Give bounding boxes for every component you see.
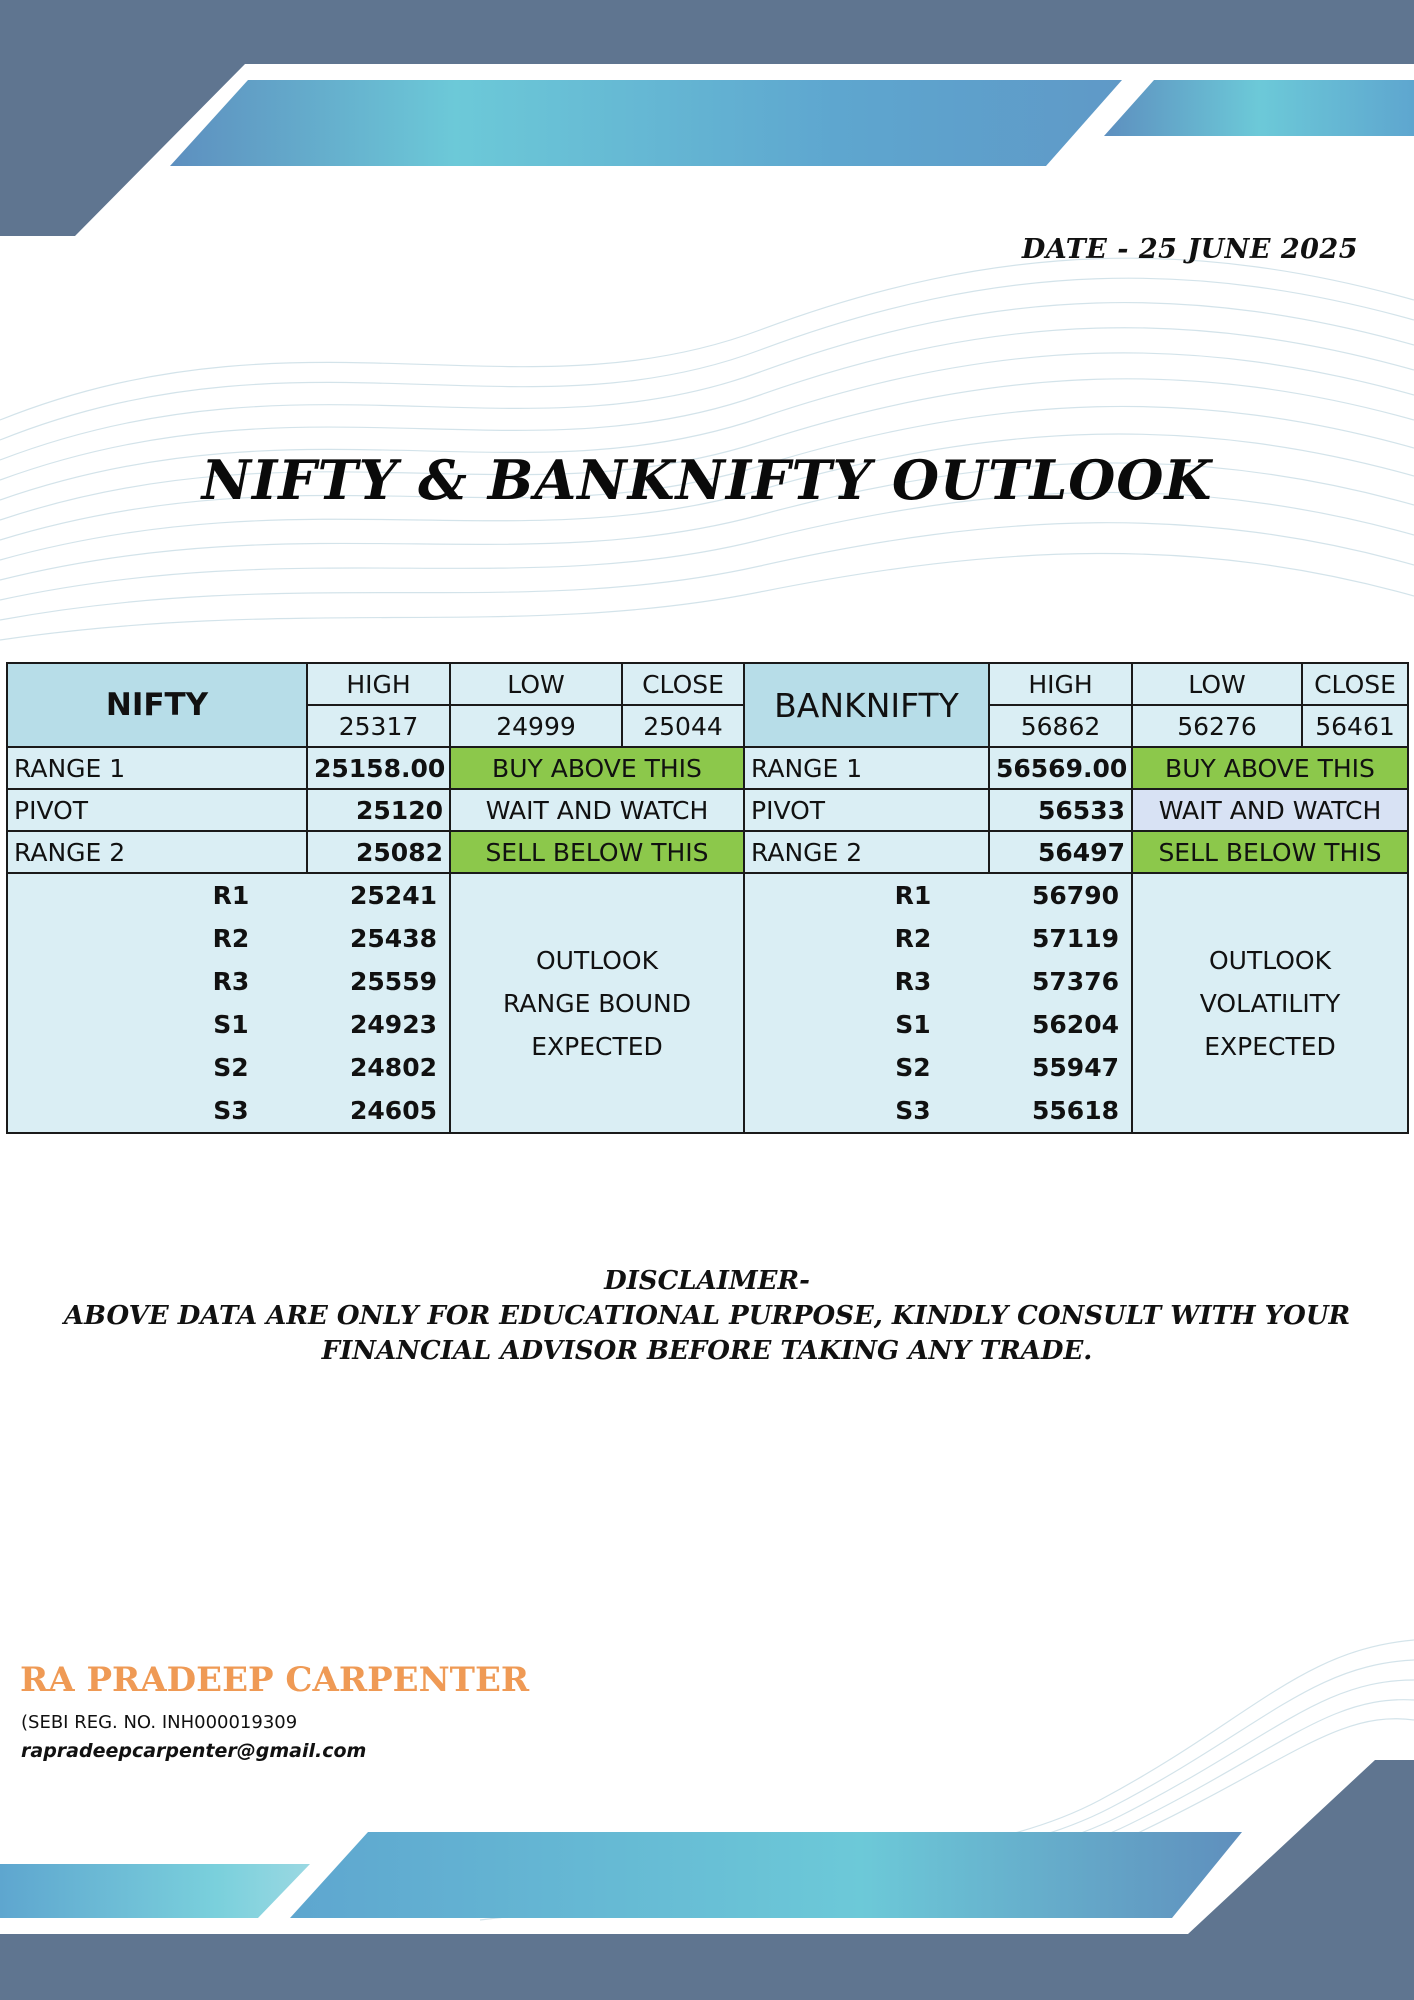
level-name: S2	[895, 1053, 931, 1082]
level-value: 25559	[350, 967, 437, 996]
analyst-name: RA PRADEEP CARPENTER	[20, 1660, 530, 1700]
banknifty-level-r3	[751, 960, 1125, 1003]
nifty-outlook-line: EXPECTED	[531, 1031, 663, 1061]
banknifty-close-header: CLOSE	[1302, 663, 1408, 705]
banknifty-close-value: 56461	[1302, 705, 1408, 747]
banknifty-level-s3	[751, 1089, 1125, 1132]
banknifty-outlook-line: EXPECTED	[1204, 1031, 1336, 1061]
banknifty-level-s2	[751, 1046, 1125, 1089]
nifty-name-cell: NIFTY	[7, 663, 307, 747]
table-row-range1	[7, 747, 1408, 789]
nifty-outlook-block	[450, 873, 744, 1133]
banknifty-level-s1	[751, 1003, 1125, 1046]
nifty-low-value: 24999	[450, 705, 622, 747]
banknifty-pivot-signal: WAIT AND WATCH	[1132, 789, 1408, 831]
banknifty-pivot-label: PIVOT	[744, 789, 989, 831]
nifty-close-header: CLOSE	[622, 663, 744, 705]
nifty-range2-signal: SELL BELOW THIS	[450, 831, 744, 873]
level-value: 24605	[350, 1096, 437, 1125]
nifty-close-value: 25044	[622, 705, 744, 747]
level-name: S2	[213, 1053, 249, 1082]
level-name: S3	[213, 1096, 249, 1125]
table-header-row	[7, 663, 1408, 705]
nifty-level-r3	[14, 960, 443, 1003]
banknifty-low-value: 56276	[1132, 705, 1302, 747]
banknifty-range1-signal: BUY ABOVE THIS	[1132, 747, 1408, 789]
table-levels-row	[7, 873, 1408, 1133]
banknifty-levels-block	[744, 873, 1132, 1133]
level-value: 25241	[350, 881, 437, 910]
nifty-outlook-line: RANGE BOUND	[503, 988, 691, 1018]
report-date: DATE - 25 JUNE 2025	[1021, 234, 1358, 265]
level-value: 24802	[350, 1053, 437, 1082]
banknifty-pivot-value: 56533	[989, 789, 1132, 831]
nifty-level-s2	[14, 1046, 443, 1089]
banknifty-range2-label: RANGE 2	[744, 831, 989, 873]
level-name: R1	[894, 881, 932, 910]
level-value: 57376	[1032, 967, 1119, 996]
level-value: 57119	[1032, 924, 1119, 953]
page-title: NIFTY & BANKNIFTY OUTLOOK	[201, 448, 1213, 512]
nifty-pivot-signal: WAIT AND WATCH	[450, 789, 744, 831]
level-name: S1	[895, 1010, 931, 1039]
level-value: 55618	[1032, 1096, 1119, 1125]
nifty-level-s3	[14, 1089, 443, 1132]
nifty-high-header: HIGH	[307, 663, 450, 705]
level-name: S1	[213, 1010, 249, 1039]
level-value: 56790	[1032, 881, 1119, 910]
sebi-registration: (SEBI REG. NO. INH000019309	[21, 1712, 298, 1733]
nifty-range1-signal: BUY ABOVE THIS	[450, 747, 744, 789]
level-name: R3	[212, 967, 250, 996]
level-name: R2	[212, 924, 250, 953]
contact-email[interactable]: rapradeepcarpenter@gmail.com	[21, 1740, 367, 1762]
banknifty-low-header: LOW	[1132, 663, 1302, 705]
level-value: 56204	[1032, 1010, 1119, 1039]
nifty-level-r1	[14, 874, 443, 917]
level-value: 24923	[350, 1010, 437, 1039]
banknifty-name-cell: BANKNIFTY	[744, 663, 989, 747]
banknifty-range1-label: RANGE 1	[744, 747, 989, 789]
outlook-table	[6, 662, 1409, 1134]
table-row-pivot	[7, 789, 1408, 831]
level-name: R1	[212, 881, 250, 910]
level-value: 55947	[1032, 1053, 1119, 1082]
top-accent-stripe-right	[1104, 80, 1414, 136]
banknifty-high-value: 56862	[989, 705, 1132, 747]
banknifty-range2-value: 56497	[989, 831, 1132, 873]
nifty-range2-value: 25082	[307, 831, 450, 873]
nifty-range2-label: RANGE 2	[7, 831, 307, 873]
nifty-range1-value: 25158.00	[307, 747, 450, 789]
nifty-level-r2	[14, 917, 443, 960]
banknifty-level-r2	[751, 917, 1125, 960]
level-name: S3	[895, 1096, 931, 1125]
nifty-pivot-value: 25120	[307, 789, 450, 831]
disclaimer-line: ABOVE DATA ARE ONLY FOR EDUCATIONAL PURPOSE, KINDLY CONSULT WITH YOUR	[63, 1301, 1351, 1331]
level-name: R2	[894, 924, 932, 953]
nifty-level-s1	[14, 1003, 443, 1046]
disclaimer-heading: DISCLAIMER-	[604, 1266, 810, 1296]
nifty-high-value: 25317	[307, 705, 450, 747]
table-row-range2	[7, 831, 1408, 873]
banknifty-range2-signal: SELL BELOW THIS	[1132, 831, 1408, 873]
bottom-accent-stripe	[290, 1832, 1242, 1918]
banknifty-outlook-line: VOLATILITY	[1199, 988, 1341, 1018]
level-name: R3	[894, 967, 932, 996]
banknifty-level-r1	[751, 874, 1125, 917]
bottom-accent-stripe-left	[0, 1864, 310, 1918]
banknifty-range1-value: 56569.00	[989, 747, 1132, 789]
nifty-levels-block	[7, 873, 450, 1133]
banknifty-high-header: HIGH	[989, 663, 1132, 705]
disclaimer-line: FINANCIAL ADVISOR BEFORE TAKING ANY TRADE.	[321, 1336, 1093, 1366]
nifty-range1-label: RANGE 1	[7, 747, 307, 789]
disclaimer	[0, 1264, 1414, 1369]
nifty-outlook-line: OUTLOOK	[535, 945, 659, 975]
top-accent-stripe	[170, 80, 1122, 166]
banknifty-outlook-block	[1132, 873, 1408, 1133]
nifty-low-header: LOW	[450, 663, 622, 705]
level-value: 25438	[350, 924, 437, 953]
banknifty-outlook-line: OUTLOOK	[1208, 945, 1332, 975]
nifty-pivot-label: PIVOT	[7, 789, 307, 831]
